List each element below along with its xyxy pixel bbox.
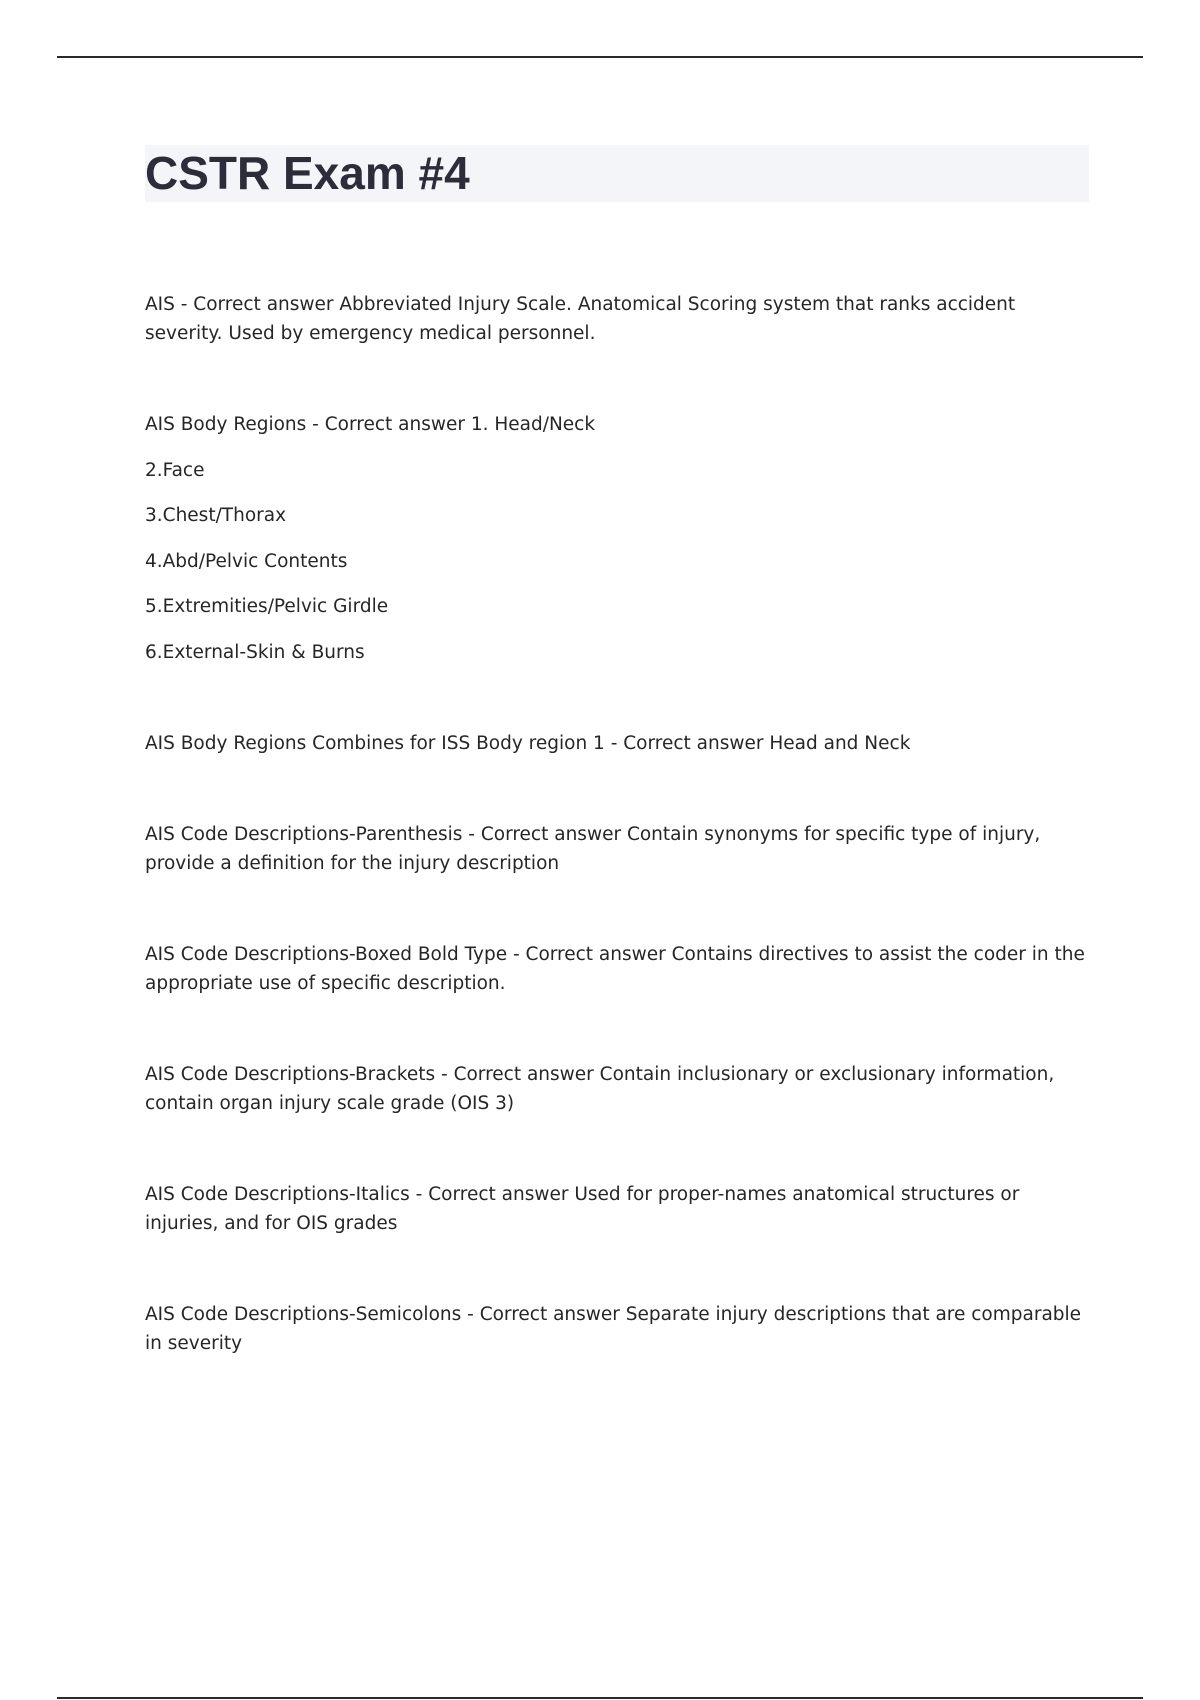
list-line: 2.Face (145, 459, 205, 481)
list-line: 4.Abd/Pelvic Contents (145, 550, 348, 572)
entry-boxed-bold-type: AIS Code Descriptions-Boxed Bold Type - Correct answer Contains directives to assist the coder in the appropriate use of specific description. (145, 943, 1085, 994)
entry-ais-body-regions (145, 410, 1089, 667)
entry-parenthesis: AIS Code Descriptions-Parenthesis - Correct answer Contain synonyms for specific type of injury, provide a definition for the injury description (145, 823, 1041, 874)
entry-brackets: AIS Code Descriptions-Brackets - Correct answer Contain inclusionary or exclusionary information, contain organ injury scale grade (OIS 3) (145, 1063, 1055, 1114)
list-line: 3.Chest/Thorax (145, 505, 287, 526)
page-title: CSTR Exam #4 (145, 147, 470, 199)
entry-italics: AIS Code Descriptions-Italics - Correct answer Used for proper-names anatomical structures or injuries, and for OIS grades (145, 1183, 1020, 1234)
list-line: 6.External-Skin & Burns (145, 641, 365, 663)
entry-semicolons: AIS Code Descriptions-Semicolons - Correct answer Separate injury descriptions that are comparable in severity (145, 1303, 1082, 1354)
document-body (145, 290, 1089, 1358)
title-bar (145, 145, 1089, 202)
top-rule (57, 56, 1143, 58)
list-line: 5.Extremities/Pelvic Girdle (145, 596, 389, 617)
list-line: AIS Body Regions - Correct answer 1. Head/Neck (145, 414, 596, 435)
entry-ais: AIS - Correct answer Abbreviated Injury Scale. Anatomical Scoring system that ranks accident severity. Used by emergency medical personnel. (145, 294, 1016, 344)
bottom-rule (57, 1697, 1143, 1699)
entry-iss-body-region: AIS Body Regions Combines for ISS Body region 1 - Correct answer Head and Neck (145, 732, 911, 754)
